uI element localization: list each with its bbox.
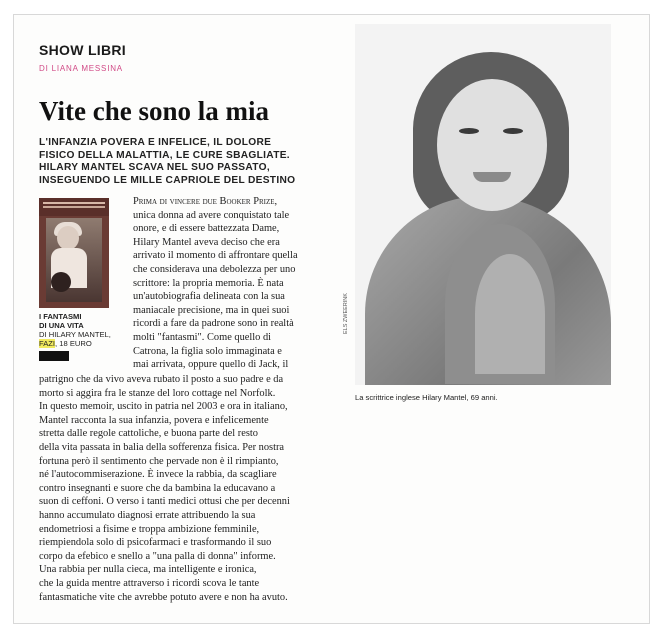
photo-caption: La scrittrice inglese Hilary Mantel, 69 anni.: [355, 393, 498, 402]
book-title-line: I FANTASMI: [39, 312, 82, 321]
body-line: corpo da efebico e snello a "una palla di donna" informe.: [39, 550, 276, 562]
photo-credit: ELS ZWEERINK: [343, 293, 349, 334]
book-publisher: FAZI: [39, 339, 56, 348]
deck-line: INSEGUENDO LE MILLE CAPRIOLE DEL DESTINO: [39, 174, 296, 186]
body-line: suon di ceffoni. O verso i tanti medici ottusi che per decenni: [39, 496, 290, 508]
body-line: mai arrivata, oppure quello di Jack, il: [133, 359, 289, 371]
body-line: stretta dalle regole cattoliche, e buona parte del resto: [39, 428, 258, 440]
headline: Vite che sono la mia: [39, 96, 269, 126]
body-line: maniacale precisione, ma in quei suoi: [133, 304, 290, 316]
body-line: Catrona, la figlia solo immaginata e: [133, 345, 282, 357]
body-line: morto si aggira fra le stanze del loro cottage nel Norfolk.: [39, 387, 276, 399]
body-line: Hilary Mantel aveva deciso che era: [133, 236, 280, 248]
body-line: che la guida mentre attraverso i ricordi scova le tante: [39, 577, 260, 589]
body-line: Una rabbia per nulla cieca, ma intelligente e ironica,: [39, 564, 257, 576]
section-title: SHOW LIBRI: [39, 42, 126, 58]
book-caption: [39, 312, 119, 348]
body-line: che considerava una debolezza per uno: [133, 263, 296, 275]
body-line: hanno accumulato diagnosi errate attribuendo la sua: [39, 509, 256, 521]
book-author: DI HILARY MANTEL,: [39, 330, 111, 339]
body-line: fantasmatiche vite che avrebbe potuto avere e non ha avuto.: [39, 591, 288, 603]
body-line: un'autobiografia delineata con la sua: [133, 291, 285, 303]
body-line: Mantel racconta la sua infanzia, povera e infelicemente: [39, 414, 269, 426]
body-line: scrittore: la propria memoria. È nata: [133, 277, 284, 289]
body-line: molti "fantasmi". Come quello di: [133, 331, 272, 343]
deck-line: HILARY MANTEL SCAVA NEL SUO PASSATO,: [39, 162, 270, 174]
deck-line: FISICO DELLA MALATTIA, LE CURE SBAGLIATE.: [39, 149, 290, 161]
article-body-column-1: [133, 195, 298, 372]
author-portrait-photo: [355, 24, 611, 385]
body-line: unica donna ad avere conquistato tale: [133, 209, 290, 221]
body-line: patrigno che da vivo aveva rubato il posto a suo padre e da: [39, 374, 284, 385]
body-line: ricordi a fare da padrone sono in realtà: [133, 318, 294, 330]
deck-line: L'INFANZIA POVERA E INFELICE, IL DOLORE: [39, 137, 272, 148]
body-line: endometriosi a fisime e troppa ambizione femminile,: [39, 523, 260, 535]
redaction-bar: [39, 351, 69, 361]
book-title-line: DI UNA VITA: [39, 321, 84, 330]
body-line: fortuna però il sentimento che pervade non è il rimpianto,: [39, 455, 279, 467]
body-line: arrivato il momento di affrontare quella: [133, 250, 298, 262]
body-line: onore, e di essere battezzata Dame,: [133, 223, 280, 235]
body-line: contro insegnanti e suore che da bambina la educavano a: [39, 482, 276, 494]
body-line: né l'autocommiserazione. È invece la rabbia, da scagliare: [39, 469, 277, 481]
book-price: , 18 EURO: [55, 339, 92, 348]
body-line: della vita passata in balia della sofferenza fisica. Per nostra: [39, 441, 285, 453]
book-cover-image: [39, 198, 109, 308]
body-line: In questo memoir, uscito in patria nel 2003 e ora in italiano,: [39, 401, 288, 413]
body-line: Prima di vincere due Booker Prize,: [133, 196, 278, 207]
body-line: riempiendola solo di psicofarmaci e trasformando il suo: [39, 537, 272, 549]
deck: [39, 137, 339, 187]
byline: DI LIANA MESSINA: [39, 64, 123, 73]
article-body-column-2: [39, 373, 290, 604]
